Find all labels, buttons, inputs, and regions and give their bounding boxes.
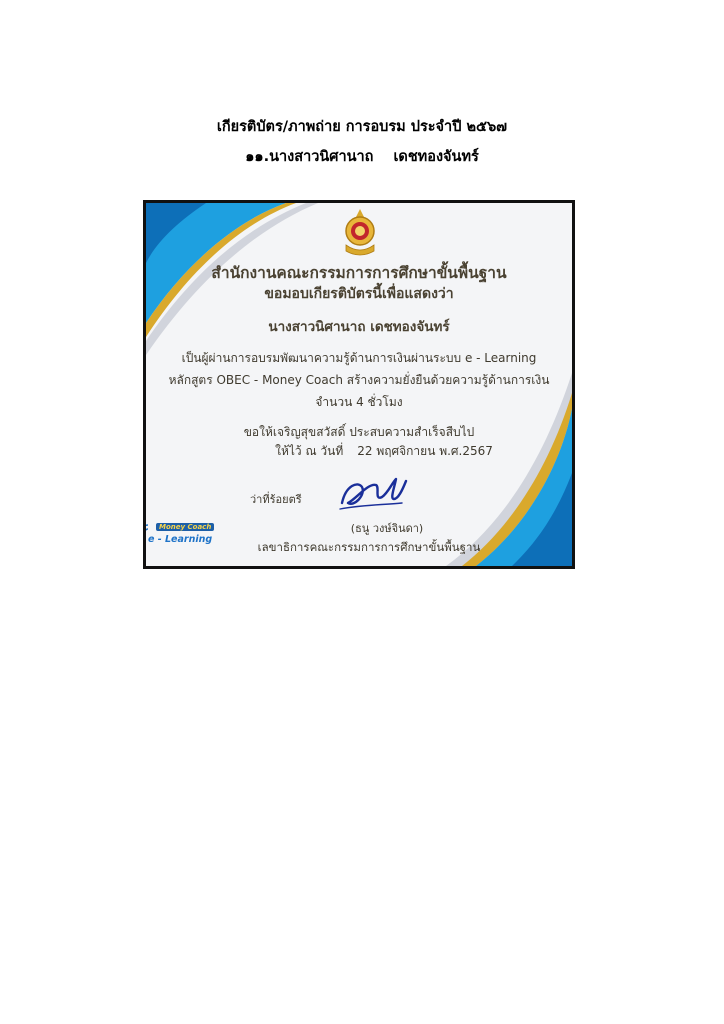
given-label: ให้ไว้ ณ วันที่ [275, 444, 344, 458]
certificate-wish: ขอให้เจริญสุขสวัสดิ์ ประสบความสำเร็จสืบไป [243, 425, 475, 439]
obec-emblem-icon [340, 207, 380, 257]
document-title: เกียรติบัตร/ภาพถ่าย การอบรม ประจำปี ๒๕๖๗ [216, 119, 508, 135]
given-date: 22 พฤศจิกายน พ.ศ.2567 [357, 444, 493, 458]
certificate-line-2: หลักสูตร OBEC - Money Coach สร้างความยั่งยืนด้วยความรู้ด้านการเงิน [168, 373, 550, 387]
signer-position: เลขาธิการคณะกรรมการการศึกษาขั้นพื้นฐาน [257, 540, 481, 554]
money-coach-logo [144, 521, 213, 551]
certificate-image [143, 200, 575, 569]
certificate-recipient: นางสาวนิศานาถ เดชทองจันทร์ [268, 319, 450, 335]
entry-number-name: ๑๑.นางสาวนิศานาถ [245, 149, 374, 165]
certificate-office: สำนักงานคณะกรรมการการศึกษาขั้นพื้นฐาน [211, 264, 507, 282]
certificate-line-1: เป็นผู้ผ่านการอบรมพัฒนาความรู้ด้านการเงินผ่านระบบ e - Learning [181, 351, 537, 365]
wifi-icon [143, 521, 154, 535]
certificate-presents: ขอมอบเกียรติบัตรนี้เพื่อแสดงว่า [264, 286, 454, 302]
logo-line-2: e - Learning [148, 534, 213, 545]
signature-icon [336, 473, 410, 515]
signer-rank: ว่าที่ร้อยตรี [250, 493, 302, 506]
logo-line-1: Money Coach [156, 523, 214, 531]
document-header [0, 116, 724, 168]
certificate-given [171, 442, 575, 461]
entry-surname: เดชทองจันทร์ [393, 149, 479, 165]
certificate-hours: จำนวน 4 ชั่วโมง [315, 395, 403, 409]
signer-name: (ธนู วงษ์จินดา) [350, 522, 424, 535]
document-entry [0, 146, 724, 168]
